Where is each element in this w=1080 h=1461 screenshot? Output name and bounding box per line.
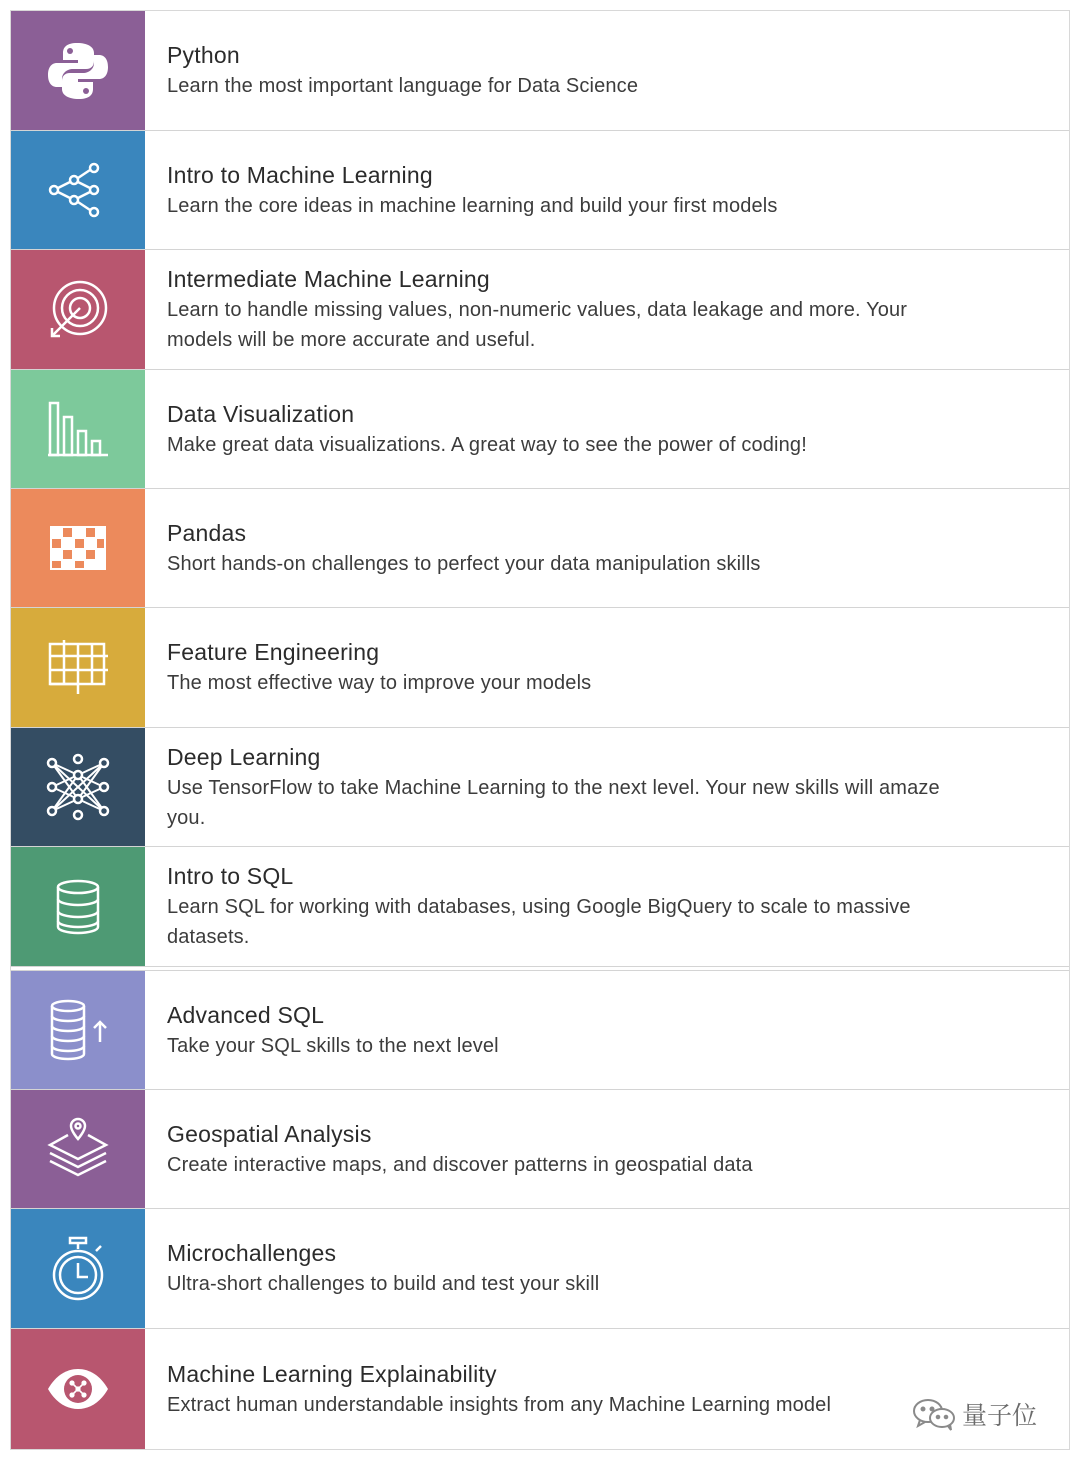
course-card-intermediate-ml[interactable]	[11, 250, 1069, 370]
course-title[interactable]: Intro to Machine Learning	[167, 161, 433, 188]
course-description: The most effective way to improve your models	[167, 672, 592, 694]
course-icon-tile	[11, 1209, 145, 1328]
course-card-intro-ml[interactable]	[11, 131, 1069, 250]
course-card-pandas[interactable]	[11, 489, 1069, 608]
course-card-microchallenges[interactable]	[11, 1209, 1069, 1329]
target-arrow-icon	[46, 278, 110, 342]
course-description: Use TensorFlow to take Machine Learning to the next level. Your new skills will amaze you.	[167, 776, 940, 829]
course-title[interactable]: Geospatial Analysis	[167, 1120, 372, 1147]
course-description: Learn to handle missing values, non-numeric values, data leakage and more. Your models will be more accurate and useful.	[167, 299, 908, 351]
course-icon-tile	[11, 728, 145, 846]
course-icon-tile	[11, 11, 145, 130]
database-up-arrow-icon	[46, 998, 110, 1062]
eye-icon	[46, 1357, 110, 1421]
course-card-python[interactable]	[11, 11, 1069, 131]
course-icon-tile	[11, 131, 145, 249]
course-card-advanced-sql[interactable]	[11, 970, 1069, 1090]
course-description: Learn SQL for working with databases, using Google BigQuery to scale to massive datasets.	[167, 896, 911, 948]
map-layers-pin-icon	[46, 1117, 110, 1181]
course-title[interactable]: Deep Learning	[167, 743, 321, 770]
course-title[interactable]: Microchallenges	[167, 1240, 337, 1266]
course-description: Extract human understandable insights from any Machine Learning model	[167, 1393, 832, 1416]
course-text	[145, 728, 1069, 846]
course-description: Take your SQL skills to the next level	[167, 1034, 499, 1057]
course-icon-tile	[11, 1329, 145, 1449]
course-card-geospatial-analysis[interactable]	[11, 1090, 1069, 1209]
course-text	[145, 131, 1069, 249]
course-title[interactable]: Feature Engineering	[167, 639, 380, 665]
course-card-data-visualization[interactable]	[11, 370, 1069, 489]
course-text	[145, 1209, 1069, 1328]
course-card-deep-learning[interactable]	[11, 728, 1069, 847]
course-title[interactable]: Pandas	[167, 519, 247, 546]
database-icon	[46, 875, 110, 939]
course-description: Create interactive maps, and discover patterns in geospatial data	[167, 1153, 753, 1176]
course-description: Ultra-short challenges to build and test your skill	[167, 1273, 600, 1295]
course-icon-tile	[11, 1090, 145, 1208]
neural-network-icon	[46, 755, 110, 819]
course-description: Learn the core ideas in machine learning and build your first models	[167, 194, 778, 217]
course-title[interactable]: Machine Learning Explainability	[167, 1360, 497, 1387]
course-title[interactable]: Advanced SQL	[167, 1001, 325, 1028]
course-title[interactable]: Python	[167, 42, 240, 68]
course-card-ml-explainability[interactable]	[11, 1329, 1069, 1449]
course-text	[145, 250, 1069, 369]
dataframe-grid-icon	[46, 516, 110, 580]
watermark-text: 量子位	[962, 1401, 1038, 1430]
course-icon-tile	[11, 489, 145, 607]
network-nodes-icon	[46, 158, 110, 222]
watermark	[912, 1396, 1037, 1432]
course-text	[145, 370, 1069, 488]
course-icon-tile	[11, 971, 145, 1089]
course-text	[145, 1090, 1069, 1208]
course-description: Short hands-on challenges to perfect your data manipulation skills	[167, 552, 761, 575]
course-list	[10, 10, 1070, 1450]
course-text	[145, 971, 1069, 1089]
course-description: Make great data visualizations. A great way to see the power of coding!	[167, 433, 807, 456]
course-text	[145, 489, 1069, 607]
course-text	[145, 847, 1069, 966]
course-title[interactable]: Data Visualization	[167, 400, 355, 427]
course-card-intro-sql[interactable]	[11, 847, 1069, 967]
stopwatch-icon	[46, 1237, 110, 1301]
course-text	[145, 608, 1069, 727]
course-title[interactable]: Intro to SQL	[167, 863, 294, 889]
course-icon-tile	[11, 847, 145, 966]
bar-chart-icon	[46, 397, 110, 461]
course-text	[145, 11, 1069, 130]
course-title[interactable]: Intermediate Machine Learning	[167, 266, 490, 292]
wechat-icon	[912, 1397, 956, 1431]
course-card-feature-engineering[interactable]	[11, 608, 1069, 728]
table-grid-icon	[46, 636, 110, 700]
course-icon-tile	[11, 250, 145, 369]
python-icon	[46, 39, 110, 103]
course-icon-tile	[11, 370, 145, 488]
course-icon-tile	[11, 608, 145, 727]
course-description: Learn the most important language for Data Science	[167, 75, 639, 97]
